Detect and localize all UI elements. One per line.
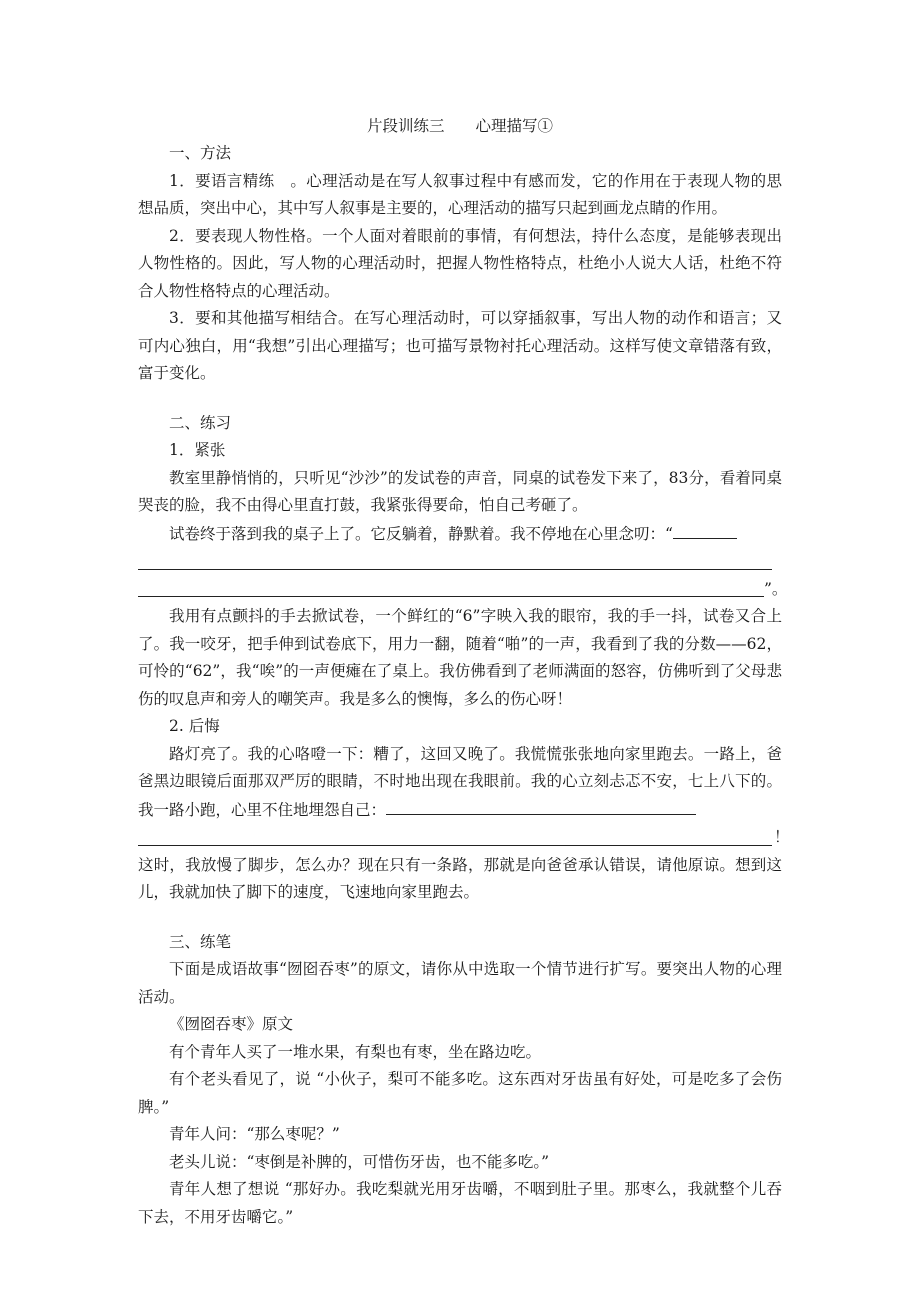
section-heading-method: 一、方法: [169, 144, 232, 162]
source-paragraph-4: 老头儿说：“枣倒是补脾的，可惜伤牙齿，也不能多吃。”: [169, 1152, 550, 1171]
fill-blank-line-2[interactable]: [138, 548, 782, 576]
page-title: 片段训练三 心理描写①: [366, 117, 553, 135]
exercise-2-paragraph-1-text: 路灯亮了。我的心咯噔一下：糟了，这回又晚了。我慌慌张张地向家里跑去。一路上，爸爸黑边眼镜后面那双严厉的眼睛，不时地出现在我眼前。我的心立刻忐忑不安，七上八下的。我一路小跑，心里不住地埋怨自己：: [138, 744, 782, 819]
section-heading-writing: 三、练笔: [169, 932, 232, 951]
exercise-1-paragraph-3: 我用有点颤抖的手去掀试卷，一个鲜红的“6”字映入我的眼帘，我的手一抖，试卷又合上了。我一咬牙，把手伸到试卷底下，用力一翻，随着“啪”的一声，我看到了我的分数——62，可怜的“62”，我“唉”的一声便瘫在了桌上。我仿佛看到了老师满面的怒容，仿佛听到了父母悲伤的叹息声和旁人的嘲笑声。我是多么的懊悔，多么的伤心呀！: [138, 607, 782, 708]
exercise-1-title: 1．紧张: [169, 441, 226, 459]
writing-intro: 下面是成语故事“囫囵吞枣”的原文，请你从中选取一个情节进行扩写。要突出人物的心理活动。: [138, 960, 782, 1006]
exercise-1-paragraph-2-text: 试卷终于落到我的桌子上了。它反躺着，静默着。我不停地在心里念叨：“: [169, 524, 673, 543]
exercise-1-blank-end: ”。: [764, 579, 788, 598]
method-item-1: 1．要语言精练 。心理活动是在写人叙事过程中有感而发，它的作用在于表现人物的思想品质，突出中心，其中写人叙事是主要的，心理活动的描写只起到画龙点睛的作用。: [138, 171, 782, 217]
source-text-title: 《囫囵吞枣》原文: [169, 1015, 294, 1033]
source-paragraph-3: 青年人问：“那么枣呢？”: [169, 1125, 340, 1143]
exercise-1-paragraph-2: [138, 520, 782, 549]
exercise-2-paragraph-1: [138, 741, 782, 825]
exercise-2-blank-end: ！: [774, 828, 790, 846]
exercise-1-paragraph-1: 教室里静悄悄的，只听见“沙沙”的发试卷的声音，同桌的试卷发下来了，83分，看着同桌哭丧的脸，我不由得心里直打鼓，我紧张得要命，怕自己考砸了。: [138, 468, 782, 514]
document-page: [138, 112, 790, 1231]
method-item-3: 3．要和其他描写相结合。在写心理活动时，可以穿插叙事，写出人物的动作和语言；又可内心独白，用“我想”引出心理描写；也可描写景物衬托心理活动。这样写使文章错落有致，富于变化。: [138, 309, 782, 382]
method-item-2: 2．要表现人物性格。一个人面对着眼前的事情，有何想法，持什么态度，是能够表现出人物性格的。因此，写人物的心理活动时，把握人物性格特点，杜绝小人说大人话，杜绝不符合人物性格特点的心理活动。: [138, 226, 782, 300]
exercise-2-paragraph-2: 这时，我放慢了脚步，怎么办？现在只有一条路，那就是向爸爸承认错误，请他原谅。想到这儿，我就加快了脚下的速度，飞速地向家里跑去。: [138, 855, 782, 901]
fill-blank-line-5[interactable]: [138, 824, 790, 852]
fill-blank-1[interactable]: [673, 520, 737, 539]
section-heading-practice: 二、练习: [169, 413, 232, 432]
fill-blank-4[interactable]: [386, 796, 696, 815]
fill-blank-line-3[interactable]: [138, 576, 788, 604]
exercise-2-title: 2. 后悔: [169, 717, 220, 735]
source-paragraph-1: 有个青年人买了一堆水果，有梨也有枣，坐在路边吃。: [169, 1042, 542, 1061]
source-paragraph-5: 青年人想了想说 “那好办。我吃梨就光用牙齿嚼，不咽到肚子里。那枣么，我就整个儿吞下去，不用牙齿嚼它。”: [138, 1180, 782, 1226]
source-paragraph-2: 有个老头看见了，说 “小伙子，梨可不能多吃。这东西对牙齿虽有好处，可是吃多了会伤脾。”: [138, 1070, 782, 1116]
